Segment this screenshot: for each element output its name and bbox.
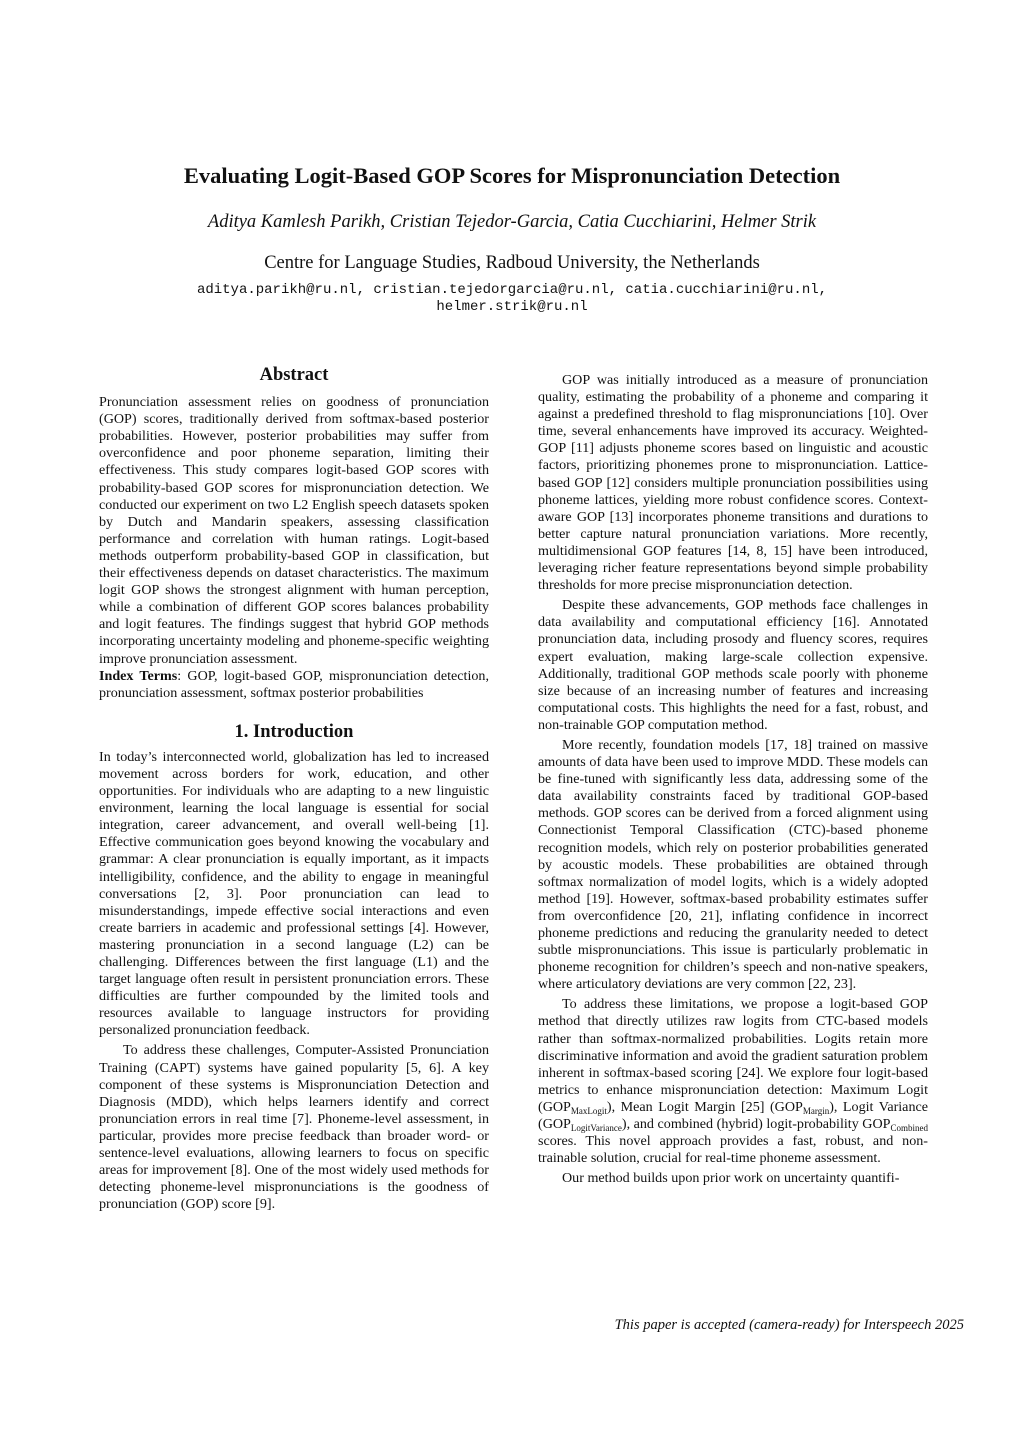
right-column [538,372,928,1187]
paper-title: Evaluating Logit-Based GOP Scores for Mispronunciation Detection [183,163,841,188]
acceptance-note: This paper is accepted (camera-ready) for Interspeech 2025 [614,1317,964,1333]
index-terms [99,668,489,702]
emails-line-2: helmer.strik@ru.nl [436,299,588,315]
p6-part-b: ), Mean Logit Margin [25] (GOP [606,1098,803,1115]
abstract-text: Pronunciation assessment relies on goodness of pronunciation (GOP) scores, traditionally derived from softmax-based posterior probabilities. However, posterior probabilities may suffer from overconfidence and poor phoneme separation, limiting their effectiveness. This study compares logit-based GOP scores with probability-based GOP scores for mispronunciation detection. We conducted our experiment on two L2 English speech datasets spoken by Dutch and Mandarin speakers, assessing classification performance and correlation with human ratings. Logit-based methods outperform probability-based GOP in classification, but their effectiveness depends on dataset characteristics. The maximum logit GOP shows the strongest alignment with human perception, while a combination of different GOP scores balances probability and logit features. The findings suggest that hybrid GOP methods incorporating uncertainty modeling and phoneme-specific weighting improve pronunciation assessment. [99,394,489,667]
p6-part-d: ), and combined (hybrid) logit-probability GOP [621,1116,891,1133]
intro-paragraph-5: More recently, foundation models [17, 18] trained on massive amounts of data have been used to improve MDD. These models can be fine-tuned with significantly less data, addressing some of the data availability constraints faced by traditional GOP-based methods. GOP scores can be derived from a forced alignment using Connectionist Temporal Classification (CTC)-based phoneme recognition models, which rely on posterior probabilities generated by acoustic models. These probabilities are obtained through softmax normalization of model logits, which is a widely adopted method [19]. However, softmax-based probability estimates suffer from overconfidence [20, 21], inflating confidence in incorrect phoneme predictions and reducing the granularity needed to detect subtle mispronunciations. This issue is particularly problematic in phoneme recognition for children’s speech and non-native speakers, where articulatory deviations are very common [22, 23]. [538,736,928,993]
subscript-margin: Margin [802,1105,830,1116]
emails-line-1: aditya.parikh@ru.nl, cristian.tejedorgarcia@ru.nl, catia.cucchiarini@ru.nl, [196,282,828,298]
affiliation: Centre for Language Studies, Radboud University, the Netherlands [264,253,760,273]
subscript-combined: Combined [890,1123,928,1134]
author-list: Aditya Kamlesh Parikh, Cristian Tejedor-Garcia, Catia Cucchiarini, Helmer Strik [207,212,817,232]
subscript-maxlogit: MaxLogit [570,1105,607,1116]
p6-part-e: scores. This novel approach provides a fast, robust, and non-trainable solution, crucial for real-time phoneme assessment. [538,1133,928,1167]
intro-paragraph-6 [538,996,928,1167]
intro-paragraph-4: Despite these advancements, GOP methods face challenges in data availability and computational efficiency [16]. Annotated pronunciation data, including prosody and fluency scores, requires expert evaluation, making large-scale collection expensive. Additionally, traditional GOP methods scale poorly with phoneme size because of an increasing number of features and increasing computational costs. This highlights the need for a fast, robust, and non-trainable GOP computation method. [538,597,928,733]
left-column [99,367,489,1213]
intro-paragraph-7: Our method builds upon prior work on uncertainty quantifi- [562,1170,900,1187]
index-terms-text: : GOP, logit-based GOP, mispronunciation detection, pronunciation assessment, softmax posterior probabilities [99,667,489,701]
subscript-logit-variance: LogitVariance [570,1123,622,1134]
abstract-heading: Abstract [259,365,329,385]
intro-paragraph-2: To address these challenges, Computer-Assisted Pronunciation Training (CAPT) systems have gained popularity [5, 6]. A key component of these systems is Mispronunciation Detection and Diagnosis (MDD), which helps learners identify and correct pronunciation errors in real time [7]. Phoneme-level assessment, in particular, provides more precise feedback than broader word- or sentence-level evaluations, allowing learners to focus on specific areas for improvement [8]. One of the most widely used methods for detecting phoneme-level mispronunciations is the goodness of pronunciation (GOP) score [9]. [99,1042,489,1213]
index-terms-label: Index Terms [99,667,178,684]
intro-paragraph-1: In today’s interconnected world, globalization has led to increased movement across borders for work, education, and other opportunities. For individuals who are adapting to a new linguistic environment, learning the local language is essential for social integration, career advancement, and overall well-being [1]. Effective communication goes beyond knowing the vocabulary and grammar: A clear pronunciation is equally important, as it impacts intelligibility, confidence, and the ability to engage in meaningful conversations [2, 3]. Poor pronunciation can lead to misunderstandings, impede effective social interactions and even create barriers in academic and professional settings [4]. However, mastering pronunciation in a second language (L2) can be challenging. Differences between the first language (L1) and the target language often result in persistent pronunciation errors. These difficulties are further compounded by the limited tools and resources available to language instructors for providing personalized pronunciation feedback. [99,748,489,1039]
introduction-heading: 1. Introduction [234,721,354,742]
author-emails [150,282,874,316]
p6-part-c: ), Logit Variance (GOP [538,1098,928,1133]
p6-part-a: To address these limitations, we propose a logit-based GOP method that directly utilizes raw logits from CTC-based models rather than softmax-normalized probabilities. Logits retain more discriminative information and avoid the gradient saturation problem inherent in softmax-based scoring [24]. We explore four logit-based metrics to enhance mispronunciation detection: Maximum Logit (GOP [538,996,928,1115]
intro-paragraph-3: GOP was initially introduced as a measure of pronunciation quality, estimating the probability of a phoneme and comparing it against a predefined threshold to flag mispronunciations [10]. Over time, several enhancements have improved its accuracy. Weighted-GOP [11] adjusts phoneme scores based on linguistic and acoustic factors, prioritizing phonemes prone to mispronunciation. Lattice-based GOP [12] considers multiple pronunciation possibilities using phoneme lattices, yielding more robust confidence scores. Context-aware GOP [13] incorporates phoneme transitions and durations to better capture natural pronunciation variations. More recently, multidimensional GOP features [14, 8, 15] have been introduced, leveraging richer feature representations beyond simple probability thresholds for more precise mispronunciation detection. [538,372,928,594]
